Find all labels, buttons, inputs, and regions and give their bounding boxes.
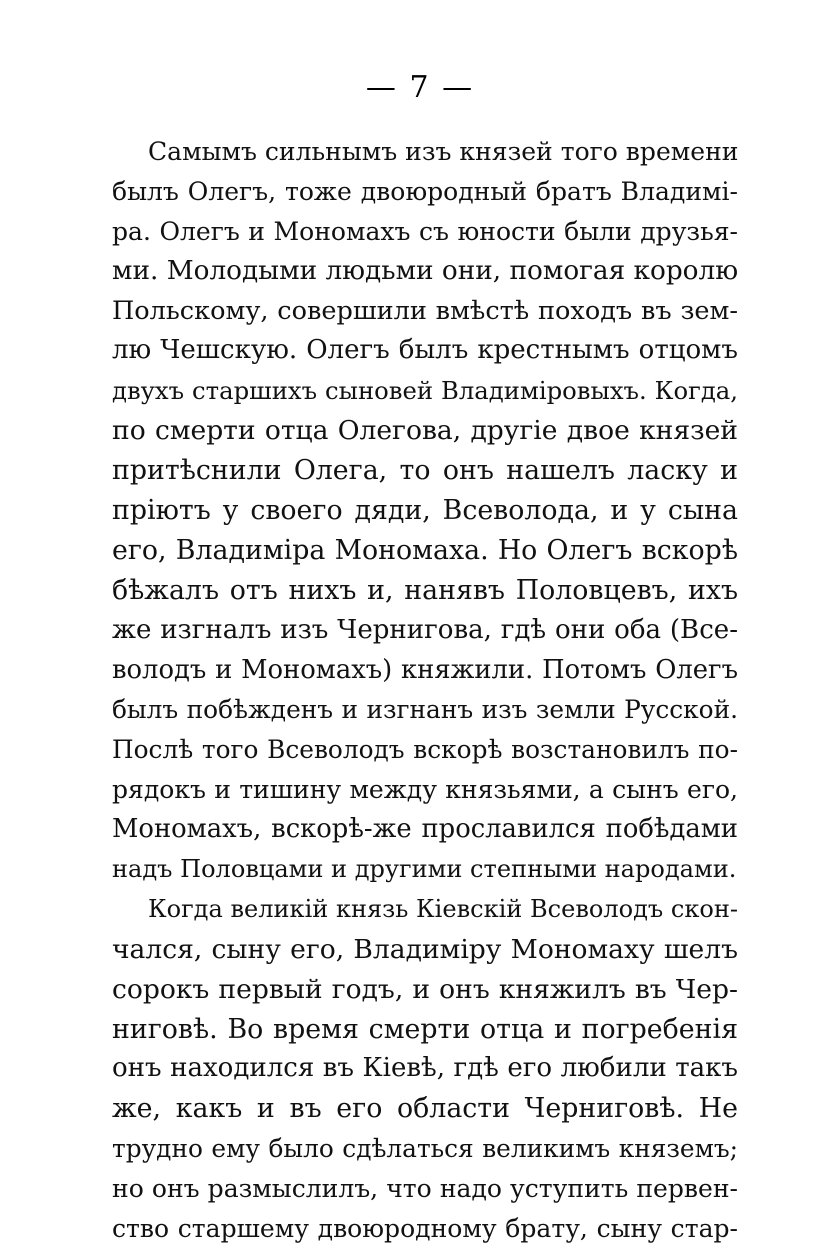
text-line: чался, сыну его, Владиміру Мономаху шелъ (112, 933, 738, 965)
text-line: онъ находился въ Кіевѣ, гдѣ его любили такъ (112, 1053, 738, 1084)
text-line: по смерти отца Олегова, другіе двое князей (112, 415, 738, 447)
text-line: бѣжалъ отъ нихъ и, нанявъ Половцевъ, ихъ (112, 574, 738, 606)
text-line: ниговѣ. Во время смерти отца и погребенія (112, 1013, 738, 1045)
page-number: — 7 — (365, 70, 475, 105)
text-line: но онъ размыслилъ, что надо уступить первен- (112, 1174, 738, 1204)
text-line: притѣснили Олега, то онъ нашелъ ласку и (112, 455, 738, 487)
text-line: Когда великій князь Кіевскій Всеволодъ скон- (148, 894, 738, 923)
text-line: двухъ старшихъ сыновей Владиміровыхъ. Когда, (112, 376, 738, 406)
text-line: былъ побѣжденъ и изгнанъ изъ земли Русской. (112, 695, 738, 725)
text-line: лю Чешскую. Олегъ былъ крестнымъ отцомъ (112, 335, 738, 366)
text-line: ми. Молодыми людьми они, помогая королю (112, 255, 739, 286)
text-line: Польскому, совершили вмѣстѣ походъ въ зем- (112, 295, 738, 326)
text-line: же, какъ и въ его области Черниговѣ. Не (112, 1093, 738, 1125)
text-line: Самымъ сильнымъ изъ князей того времени (148, 137, 739, 166)
text-line: пріютъ у своего дяди, Всеволода, и у сына (112, 495, 738, 527)
text-line: володъ и Мономахъ) княжили. Потомъ Олегъ (112, 654, 738, 685)
text-line: сорокъ первый годъ, и онъ княжилъ въ Чер- (112, 973, 738, 1005)
body-text (112, 132, 738, 1249)
text-line: же изгналъ изъ Чернигова, гдѣ они оба (Все- (112, 614, 738, 645)
text-line: былъ Олегъ, тоже двоюродный братъ Владимі- (112, 176, 738, 206)
text-line: трудно ему было сдѣлаться великимъ княземъ; (112, 1134, 738, 1164)
text-line: Послѣ того Всеволодъ вскорѣ возстановилъ по- (112, 735, 738, 765)
text-line: надъ Половцами и другими степными народами. (112, 855, 737, 884)
text-line: ра. Олегъ и Мономахъ съ юности были друзья- (112, 216, 738, 246)
text-line: рядокъ и тишину между князьями, а сынъ его, (112, 775, 738, 805)
text-line: Мономахъ, вскорѣ-же прославился побѣдами (112, 814, 738, 845)
text-line: его, Владиміра Мономаха. Но Олегъ вскорѣ (112, 534, 738, 566)
text-line: ство старшему двоюродному брату, сыну стар- (112, 1214, 738, 1244)
